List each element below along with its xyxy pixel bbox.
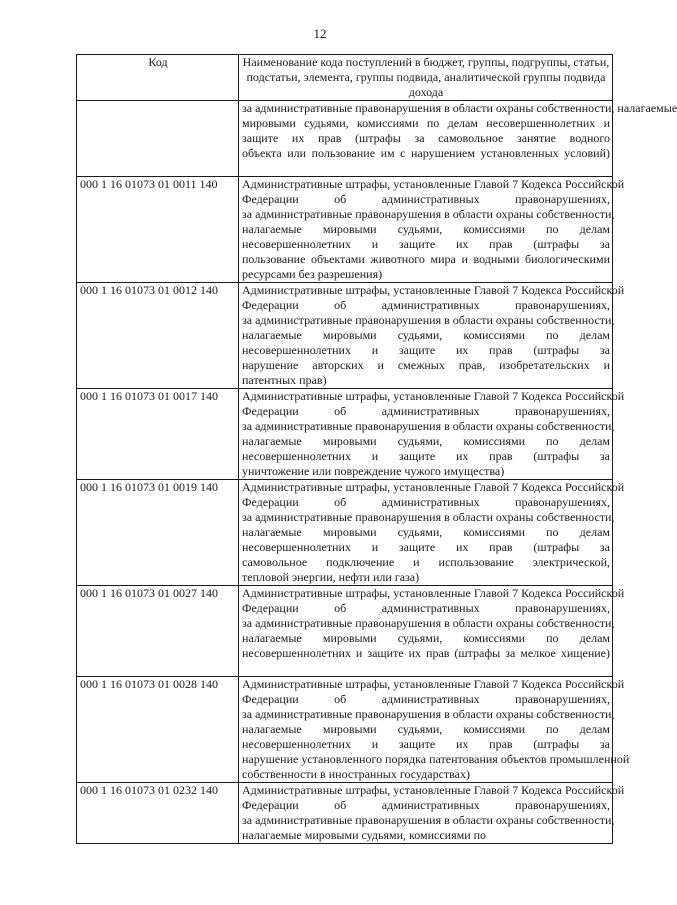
text-line: тепловой энергии, нефти или газа) [242,570,420,584]
text-line: за административные правонарушения в области охраны собственности, [242,707,615,721]
text-line: Федерации об административных правонарушениях, [242,192,610,206]
text-line: несовершеннолетних и защите их прав (штрафы за [242,737,610,751]
text-line: за административные правонарушения в области охраны собственности, налагаемые [242,101,677,115]
row-description [239,177,625,283]
text-line: за административные правонарушения в области охраны собственности, [242,313,615,327]
text-line: несовершеннолетних и защите их прав (штрафы за [242,237,610,251]
text-line: патентных прав) [242,373,327,387]
text-line: защите их прав (штрафы за самовольное занятие водного [242,131,610,145]
text-line: за административные правонарушения в области охраны собственности, [242,419,615,433]
text-line: налагаемые мировыми судьями, комиссиями по делам [242,328,610,342]
text-line: нарушение авторских и смежных прав, изобретательских и [242,358,610,372]
text-line [242,661,610,676]
text-line: Федерации об административных правонарушениях, [242,692,610,706]
text-line: несовершеннолетних и защите их прав (штрафы за [242,540,610,554]
table-row [77,677,613,783]
row-description [239,283,625,389]
text-line: налагаемые мировыми судьями, комиссиями по [242,828,487,842]
column-header-code: Код [77,55,239,101]
text-line: несовершеннолетних и защите их прав (штрафы за [242,449,610,463]
text-line: Административные штрафы, установленные Главой 7 Кодекса Российской [242,389,625,403]
row-code: 000 1 16 01073 01 0012 140 [77,283,239,389]
table-row [77,480,613,586]
text-line: налагаемые мировыми судьями, комиссиями по делам [242,434,610,448]
revenue-codes-table [76,54,677,844]
text-line: Федерации об административных правонарушениях, [242,601,610,615]
text-line: за административные правонарушения в области охраны собственности, [242,616,615,630]
text-line: Административные штрафы, установленные Главой 7 Кодекса Российской [242,677,625,691]
row-code: 000 1 16 01073 01 0017 140 [77,389,239,480]
table-row [77,177,613,283]
text-line: Административные штрафы, установленные Главой 7 Кодекса Российской [242,283,625,297]
text-line: собственности в иностранных государствах) [242,767,470,781]
row-description [239,389,625,480]
row-code-cell [77,101,239,177]
row-code: 000 1 16 01073 01 0028 140 [77,677,239,783]
row-description [239,783,625,844]
text-line: налагаемые мировыми судьями, комиссиями по делам [242,722,610,736]
text-line: за административные правонарушения в области охраны собственности, [242,510,615,524]
text-line: нарушение установленного порядка патентования объектов промышленной [242,752,630,766]
text-line: ресурсами без разрешения) [242,267,383,281]
row-description [239,677,630,783]
text-line: Административные штрафы, установленные Главой 7 Кодекса Российской [242,586,625,600]
column-header-name: Наименование кода поступлений в бюджет, группы, подгруппы, статьи, подстатьи, элемента, группы подвида, аналитической группы подвида дохода [239,55,613,101]
text-line: уничтожение или повреждение чужого имущества) [242,464,505,478]
row-code: 000 1 16 01073 01 0027 140 [77,586,239,677]
text-line: налагаемые мировыми судьями, комиссиями по делам [242,631,610,645]
table-header-row [77,55,613,101]
text-line: Федерации об административных правонарушениях, [242,495,610,509]
text-line: Административные штрафы, установленные Главой 7 Кодекса Российской [242,177,625,191]
row-description-cell [239,101,677,177]
page-number: 12 [313,26,327,41]
row-description [239,480,625,586]
table-row [77,783,613,844]
text-line: мировыми судьями, комиссиями по делам несовершеннолетних и [242,116,610,130]
text-line: Административные штрафы, установленные Главой 7 Кодекса Российской [242,783,625,797]
row-code: 000 1 16 01073 01 0019 140 [77,480,239,586]
text-line [242,161,610,176]
text-line: несовершеннолетних и защите их прав (штрафы за мелкое хищение) [242,646,610,660]
text-line: за административные правонарушения в области охраны собственности, [242,813,615,827]
table-row [77,389,613,480]
text-line: налагаемые мировыми судьями, комиссиями по делам [242,525,610,539]
table-row-continuation [77,101,613,177]
row-code: 000 1 16 01073 01 0011 140 [77,177,239,283]
text-line: Федерации об административных правонарушениях, [242,404,610,418]
text-line: несовершеннолетних и защите их прав (штрафы за [242,343,610,357]
text-line: объекта или пользование им с нарушением установленных условий) [242,146,610,160]
text-line: Административные штрафы, установленные Главой 7 Кодекса Российской [242,480,625,494]
table-row [77,586,613,677]
text-line: Федерации об административных правонарушениях, [242,798,610,812]
text-line: самовольное подключение и использование электрической, [242,555,610,569]
row-code: 000 1 16 01073 01 0232 140 [77,783,239,844]
text-line: за административные правонарушения в области охраны собственности, [242,207,615,221]
text-line: налагаемые мировыми судьями, комиссиями по делам [242,222,610,236]
text-line: Федерации об административных правонарушениях, [242,298,610,312]
table-row [77,283,613,389]
row-description [239,586,625,677]
text-line: пользование объектами животного мира и водными биологическими [242,252,610,266]
